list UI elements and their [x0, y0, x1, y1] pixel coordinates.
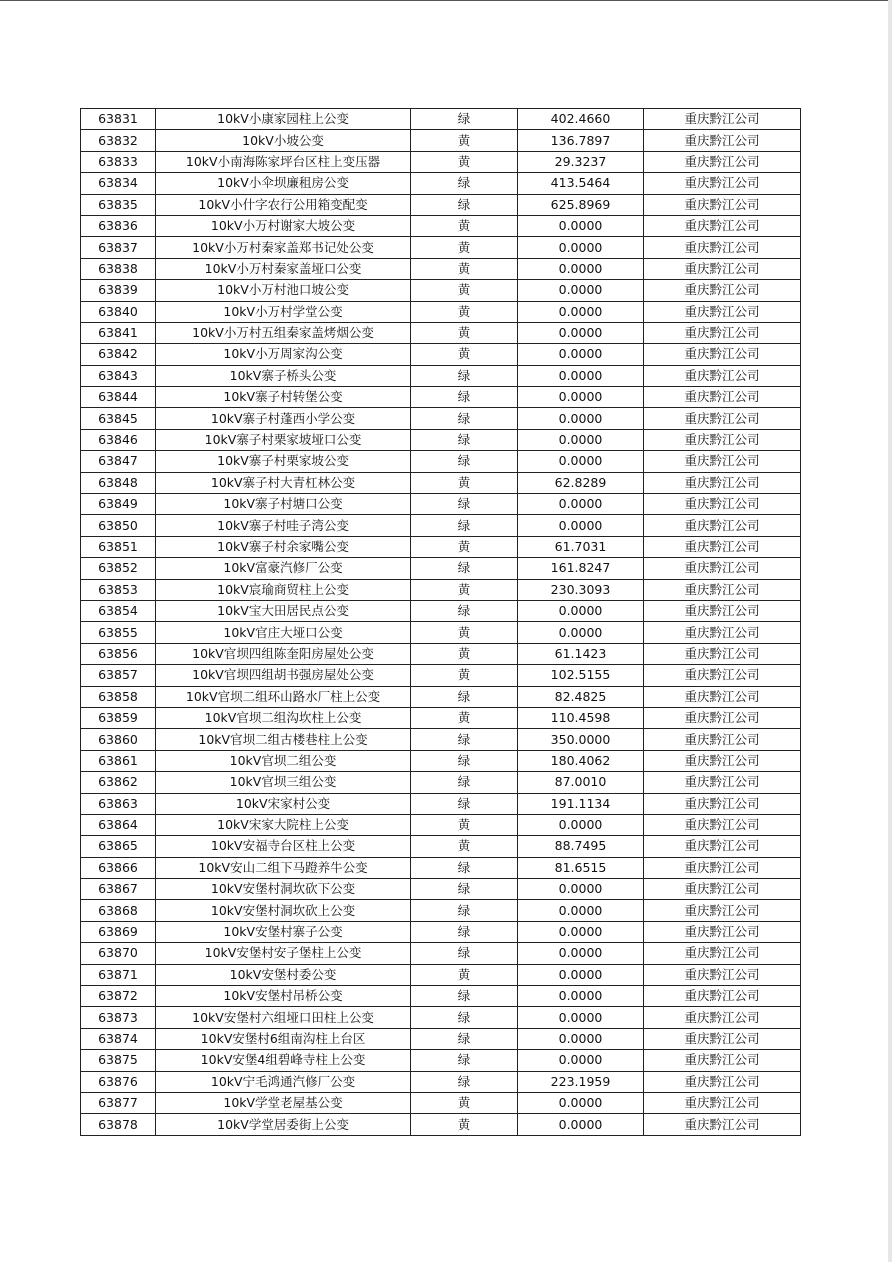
row-id-cell: 63844	[81, 387, 156, 408]
table-row	[81, 750, 801, 771]
table-row	[81, 579, 801, 600]
status-color-cell: 黄	[411, 665, 518, 686]
company-cell: 重庆黔江公司	[644, 643, 801, 664]
transformer-name-cell: 10kV安堡村寨子公变	[156, 921, 411, 942]
table-body	[81, 109, 801, 1136]
row-id-cell: 63866	[81, 857, 156, 878]
transformer-name-cell: 10kV寨子村栗家坡公变	[156, 451, 411, 472]
value-cell: 180.4062	[518, 750, 644, 771]
table-row	[81, 879, 801, 900]
company-cell: 重庆黔江公司	[644, 579, 801, 600]
table-row	[81, 429, 801, 450]
table-row	[81, 643, 801, 664]
value-cell: 0.0000	[518, 986, 644, 1007]
table-row	[81, 836, 801, 857]
transformer-name-cell: 10kV安福寺台区柱上公变	[156, 836, 411, 857]
value-cell: 625.8969	[518, 194, 644, 215]
company-cell: 重庆黔江公司	[644, 622, 801, 643]
value-cell: 88.7495	[518, 836, 644, 857]
transformer-name-cell: 10kV小万村谢家大坡公变	[156, 215, 411, 236]
row-id-cell: 63857	[81, 665, 156, 686]
company-cell: 重庆黔江公司	[644, 365, 801, 386]
value-cell: 0.0000	[518, 258, 644, 279]
table-row	[81, 194, 801, 215]
transformer-name-cell: 10kV寨子村栗家坡垭口公变	[156, 429, 411, 450]
transformer-name-cell: 10kV安堡4组碧峰寺柱上公变	[156, 1050, 411, 1071]
transformer-name-cell: 10kV安堡村安子堡柱上公变	[156, 943, 411, 964]
status-color-cell: 绿	[411, 879, 518, 900]
table-row	[81, 1028, 801, 1049]
status-color-cell: 绿	[411, 857, 518, 878]
status-color-cell: 黄	[411, 643, 518, 664]
transformer-table	[80, 108, 801, 1136]
value-cell: 0.0000	[518, 408, 644, 429]
company-cell: 重庆黔江公司	[644, 964, 801, 985]
company-cell: 重庆黔江公司	[644, 322, 801, 343]
transformer-name-cell: 10kV小什字农行公用箱变配变	[156, 194, 411, 215]
company-cell: 重庆黔江公司	[644, 986, 801, 1007]
table-row	[81, 857, 801, 878]
row-id-cell: 63850	[81, 515, 156, 536]
table-row	[81, 365, 801, 386]
status-color-cell: 黄	[411, 130, 518, 151]
page-right-edge	[888, 0, 892, 1262]
company-cell: 重庆黔江公司	[644, 857, 801, 878]
company-cell: 重庆黔江公司	[644, 215, 801, 236]
transformer-name-cell: 10kV小万村五组秦家盖烤烟公变	[156, 322, 411, 343]
value-cell: 230.3093	[518, 579, 644, 600]
company-cell: 重庆黔江公司	[644, 1092, 801, 1113]
value-cell: 350.0000	[518, 729, 644, 750]
table-row	[81, 964, 801, 985]
value-cell: 0.0000	[518, 237, 644, 258]
value-cell: 136.7897	[518, 130, 644, 151]
table-row	[81, 408, 801, 429]
table-row	[81, 237, 801, 258]
transformer-name-cell: 10kV学堂老屋基公变	[156, 1092, 411, 1113]
value-cell: 0.0000	[518, 1028, 644, 1049]
row-id-cell: 63840	[81, 301, 156, 322]
transformer-name-cell: 10kV安堡村洞坎砍上公变	[156, 900, 411, 921]
value-cell: 0.0000	[518, 280, 644, 301]
status-color-cell: 绿	[411, 750, 518, 771]
table-row	[81, 109, 801, 130]
transformer-name-cell: 10kV小万村学堂公变	[156, 301, 411, 322]
status-color-cell: 绿	[411, 793, 518, 814]
row-id-cell: 63873	[81, 1007, 156, 1028]
table-row	[81, 515, 801, 536]
company-cell: 重庆黔江公司	[644, 665, 801, 686]
status-color-cell: 绿	[411, 429, 518, 450]
transformer-name-cell: 10kV安堡村洞坎砍下公变	[156, 879, 411, 900]
value-cell: 413.5464	[518, 173, 644, 194]
value-cell: 87.0010	[518, 772, 644, 793]
status-color-cell: 绿	[411, 600, 518, 621]
status-color-cell: 绿	[411, 365, 518, 386]
table-row	[81, 451, 801, 472]
table-row	[81, 1114, 801, 1135]
company-cell: 重庆黔江公司	[644, 387, 801, 408]
row-id-cell: 63853	[81, 579, 156, 600]
transformer-name-cell: 10kV安堡村委公变	[156, 964, 411, 985]
row-id-cell: 63868	[81, 900, 156, 921]
company-cell: 重庆黔江公司	[644, 258, 801, 279]
transformer-name-cell: 10kV官坝二组公变	[156, 750, 411, 771]
row-id-cell: 63861	[81, 750, 156, 771]
company-cell: 重庆黔江公司	[644, 472, 801, 493]
status-color-cell: 绿	[411, 1007, 518, 1028]
transformer-name-cell: 10kV官坝四组陈奎阳房屋处公变	[156, 643, 411, 664]
table-row	[81, 215, 801, 236]
company-cell: 重庆黔江公司	[644, 280, 801, 301]
row-id-cell: 63860	[81, 729, 156, 750]
table-row	[81, 814, 801, 835]
transformer-name-cell: 10kV官庄大垭口公变	[156, 622, 411, 643]
table-row	[81, 600, 801, 621]
company-cell: 重庆黔江公司	[644, 707, 801, 728]
status-color-cell: 黄	[411, 472, 518, 493]
value-cell: 110.4598	[518, 707, 644, 728]
row-id-cell: 63865	[81, 836, 156, 857]
status-color-cell: 绿	[411, 1071, 518, 1092]
table-row	[81, 707, 801, 728]
transformer-name-cell: 10kV学堂居委街上公变	[156, 1114, 411, 1135]
value-cell: 82.4825	[518, 686, 644, 707]
value-cell: 102.5155	[518, 665, 644, 686]
transformer-name-cell: 10kV小康家园柱上公变	[156, 109, 411, 130]
company-cell: 重庆黔江公司	[644, 1028, 801, 1049]
table-row	[81, 344, 801, 365]
value-cell: 191.1134	[518, 793, 644, 814]
table-row	[81, 173, 801, 194]
row-id-cell: 63846	[81, 429, 156, 450]
status-color-cell: 黄	[411, 836, 518, 857]
status-color-cell: 黄	[411, 1114, 518, 1135]
row-id-cell: 63845	[81, 408, 156, 429]
status-color-cell: 绿	[411, 686, 518, 707]
transformer-name-cell: 10kV寨子村转堡公变	[156, 387, 411, 408]
status-color-cell: 绿	[411, 558, 518, 579]
status-color-cell: 黄	[411, 579, 518, 600]
company-cell: 重庆黔江公司	[644, 451, 801, 472]
company-cell: 重庆黔江公司	[644, 301, 801, 322]
table-row	[81, 665, 801, 686]
row-id-cell: 63864	[81, 814, 156, 835]
row-id-cell: 63877	[81, 1092, 156, 1113]
value-cell: 0.0000	[518, 943, 644, 964]
table-row	[81, 1007, 801, 1028]
row-id-cell: 63841	[81, 322, 156, 343]
row-id-cell: 63859	[81, 707, 156, 728]
transformer-name-cell: 10kV富豪汽修厂公变	[156, 558, 411, 579]
value-cell: 0.0000	[518, 879, 644, 900]
company-cell: 重庆黔江公司	[644, 750, 801, 771]
transformer-name-cell: 10kV宋家村公变	[156, 793, 411, 814]
row-id-cell: 63854	[81, 600, 156, 621]
status-color-cell: 黄	[411, 215, 518, 236]
transformer-name-cell: 10kV安堡村六组垭口田柱上公变	[156, 1007, 411, 1028]
value-cell: 0.0000	[518, 600, 644, 621]
value-cell: 0.0000	[518, 387, 644, 408]
transformer-name-cell: 10kV寨子桥头公变	[156, 365, 411, 386]
transformer-name-cell: 10kV官坝二组环山路水厂柱上公变	[156, 686, 411, 707]
value-cell: 62.8289	[518, 472, 644, 493]
value-cell: 0.0000	[518, 215, 644, 236]
transformer-name-cell: 10kV安堡村6组南沟柱上台区	[156, 1028, 411, 1049]
row-id-cell: 63832	[81, 130, 156, 151]
company-cell: 重庆黔江公司	[644, 429, 801, 450]
table-row	[81, 472, 801, 493]
transformer-name-cell: 10kV小万村秦家盖郑书记处公变	[156, 237, 411, 258]
value-cell: 81.6515	[518, 857, 644, 878]
table-row	[81, 900, 801, 921]
status-color-cell: 黄	[411, 258, 518, 279]
row-id-cell: 63863	[81, 793, 156, 814]
table-row	[81, 258, 801, 279]
transformer-name-cell: 10kV安山二组下马蹬养牛公变	[156, 857, 411, 878]
company-cell: 重庆黔江公司	[644, 173, 801, 194]
table-row	[81, 151, 801, 172]
company-cell: 重庆黔江公司	[644, 814, 801, 835]
company-cell: 重庆黔江公司	[644, 879, 801, 900]
row-id-cell: 63874	[81, 1028, 156, 1049]
company-cell: 重庆黔江公司	[644, 943, 801, 964]
status-color-cell: 绿	[411, 494, 518, 515]
table-row	[81, 130, 801, 151]
value-cell: 402.4660	[518, 109, 644, 130]
transformer-name-cell: 10kV官坝二组古楼巷柱上公变	[156, 729, 411, 750]
company-cell: 重庆黔江公司	[644, 344, 801, 365]
row-id-cell: 63837	[81, 237, 156, 258]
status-color-cell: 黄	[411, 622, 518, 643]
table-row	[81, 280, 801, 301]
company-cell: 重庆黔江公司	[644, 686, 801, 707]
status-color-cell: 绿	[411, 194, 518, 215]
value-cell: 0.0000	[518, 900, 644, 921]
row-id-cell: 63835	[81, 194, 156, 215]
row-id-cell: 63856	[81, 643, 156, 664]
row-id-cell: 63875	[81, 1050, 156, 1071]
table-row	[81, 1071, 801, 1092]
company-cell: 重庆黔江公司	[644, 836, 801, 857]
value-cell: 0.0000	[518, 365, 644, 386]
transformer-name-cell: 10kV官坝二组沟坎柱上公变	[156, 707, 411, 728]
status-color-cell: 黄	[411, 1092, 518, 1113]
row-id-cell: 63849	[81, 494, 156, 515]
transformer-name-cell: 10kV寨子村大青杠林公变	[156, 472, 411, 493]
transformer-name-cell: 10kV宸瑜商贸柱上公变	[156, 579, 411, 600]
row-id-cell: 63836	[81, 215, 156, 236]
table-row	[81, 686, 801, 707]
status-color-cell: 黄	[411, 301, 518, 322]
status-color-cell: 黄	[411, 814, 518, 835]
transformer-name-cell: 10kV寨子村余家嘴公变	[156, 536, 411, 557]
row-id-cell: 63847	[81, 451, 156, 472]
transformer-name-cell: 10kV寨子村哇子湾公变	[156, 515, 411, 536]
row-id-cell: 63876	[81, 1071, 156, 1092]
table-row	[81, 387, 801, 408]
status-color-cell: 绿	[411, 173, 518, 194]
company-cell: 重庆黔江公司	[644, 558, 801, 579]
status-color-cell: 绿	[411, 109, 518, 130]
row-id-cell: 63878	[81, 1114, 156, 1135]
value-cell: 0.0000	[518, 1007, 644, 1028]
table-row	[81, 622, 801, 643]
table-row	[81, 301, 801, 322]
company-cell: 重庆黔江公司	[644, 793, 801, 814]
row-id-cell: 63867	[81, 879, 156, 900]
value-cell: 0.0000	[518, 322, 644, 343]
status-color-cell: 黄	[411, 280, 518, 301]
status-color-cell: 绿	[411, 387, 518, 408]
status-color-cell: 黄	[411, 964, 518, 985]
value-cell: 0.0000	[518, 451, 644, 472]
table-row	[81, 986, 801, 1007]
row-id-cell: 63862	[81, 772, 156, 793]
value-cell: 0.0000	[518, 1050, 644, 1071]
transformer-name-cell: 10kV小万村池口坡公变	[156, 280, 411, 301]
row-id-cell: 63842	[81, 344, 156, 365]
page-top-border	[0, 0, 892, 1]
value-cell: 0.0000	[518, 494, 644, 515]
company-cell: 重庆黔江公司	[644, 130, 801, 151]
company-cell: 重庆黔江公司	[644, 900, 801, 921]
transformer-name-cell: 10kV官坝三组公变	[156, 772, 411, 793]
company-cell: 重庆黔江公司	[644, 1050, 801, 1071]
status-color-cell: 黄	[411, 151, 518, 172]
company-cell: 重庆黔江公司	[644, 151, 801, 172]
status-color-cell: 绿	[411, 943, 518, 964]
transformer-name-cell: 10kV小南海陈家坪台区柱上变压器	[156, 151, 411, 172]
transformer-name-cell: 10kV宝大田居民点公变	[156, 600, 411, 621]
row-id-cell: 63831	[81, 109, 156, 130]
transformer-name-cell: 10kV宋家大院柱上公变	[156, 814, 411, 835]
value-cell: 0.0000	[518, 429, 644, 450]
status-color-cell: 绿	[411, 408, 518, 429]
value-cell: 0.0000	[518, 344, 644, 365]
transformer-name-cell: 10kV小坡公变	[156, 130, 411, 151]
company-cell: 重庆黔江公司	[644, 109, 801, 130]
status-color-cell: 黄	[411, 344, 518, 365]
row-id-cell: 63833	[81, 151, 156, 172]
status-color-cell: 黄	[411, 237, 518, 258]
table-row	[81, 793, 801, 814]
company-cell: 重庆黔江公司	[644, 237, 801, 258]
transformer-name-cell: 10kV小伞坝廉租房公变	[156, 173, 411, 194]
transformer-name-cell: 10kV宁毛鸿通汽修厂公变	[156, 1071, 411, 1092]
company-cell: 重庆黔江公司	[644, 1071, 801, 1092]
status-color-cell: 绿	[411, 921, 518, 942]
table-row	[81, 729, 801, 750]
value-cell: 223.1959	[518, 1071, 644, 1092]
transformer-name-cell: 10kV安堡村吊桥公变	[156, 986, 411, 1007]
company-cell: 重庆黔江公司	[644, 729, 801, 750]
table-row	[81, 322, 801, 343]
row-id-cell: 63848	[81, 472, 156, 493]
value-cell: 161.8247	[518, 558, 644, 579]
company-cell: 重庆黔江公司	[644, 600, 801, 621]
company-cell: 重庆黔江公司	[644, 515, 801, 536]
row-id-cell: 63852	[81, 558, 156, 579]
status-color-cell: 黄	[411, 536, 518, 557]
value-cell: 0.0000	[518, 964, 644, 985]
row-id-cell: 63834	[81, 173, 156, 194]
company-cell: 重庆黔江公司	[644, 536, 801, 557]
transformer-name-cell: 10kV寨子村塘口公变	[156, 494, 411, 515]
status-color-cell: 绿	[411, 515, 518, 536]
table-row	[81, 1050, 801, 1071]
table-row	[81, 772, 801, 793]
transformer-name-cell: 10kV官坝四组胡书强房屋处公变	[156, 665, 411, 686]
transformer-name-cell: 10kV寨子村蓬西小学公变	[156, 408, 411, 429]
row-id-cell: 63869	[81, 921, 156, 942]
status-color-cell: 黄	[411, 707, 518, 728]
table-row	[81, 943, 801, 964]
value-cell: 0.0000	[518, 301, 644, 322]
company-cell: 重庆黔江公司	[644, 772, 801, 793]
row-id-cell: 63851	[81, 536, 156, 557]
table-row	[81, 1092, 801, 1113]
transformer-name-cell: 10kV小万村秦家盖垭口公变	[156, 258, 411, 279]
value-cell: 0.0000	[518, 921, 644, 942]
company-cell: 重庆黔江公司	[644, 921, 801, 942]
company-cell: 重庆黔江公司	[644, 1114, 801, 1135]
status-color-cell: 绿	[411, 451, 518, 472]
value-cell: 29.3237	[518, 151, 644, 172]
row-id-cell: 63858	[81, 686, 156, 707]
company-cell: 重庆黔江公司	[644, 1007, 801, 1028]
status-color-cell: 绿	[411, 772, 518, 793]
row-id-cell: 63839	[81, 280, 156, 301]
row-id-cell: 63870	[81, 943, 156, 964]
transformer-name-cell: 10kV小万周家沟公变	[156, 344, 411, 365]
value-cell: 61.1423	[518, 643, 644, 664]
value-cell: 0.0000	[518, 622, 644, 643]
row-id-cell: 63855	[81, 622, 156, 643]
table-row	[81, 536, 801, 557]
table-row	[81, 494, 801, 515]
status-color-cell: 绿	[411, 1050, 518, 1071]
company-cell: 重庆黔江公司	[644, 408, 801, 429]
status-color-cell: 绿	[411, 900, 518, 921]
value-cell: 0.0000	[518, 1092, 644, 1113]
status-color-cell: 黄	[411, 322, 518, 343]
status-color-cell: 绿	[411, 986, 518, 1007]
value-cell: 0.0000	[518, 814, 644, 835]
company-cell: 重庆黔江公司	[644, 494, 801, 515]
value-cell: 61.7031	[518, 536, 644, 557]
value-cell: 0.0000	[518, 1114, 644, 1135]
table-row	[81, 558, 801, 579]
row-id-cell: 63871	[81, 964, 156, 985]
status-color-cell: 绿	[411, 1028, 518, 1049]
row-id-cell: 63843	[81, 365, 156, 386]
status-color-cell: 绿	[411, 729, 518, 750]
company-cell: 重庆黔江公司	[644, 194, 801, 215]
row-id-cell: 63872	[81, 986, 156, 1007]
row-id-cell: 63838	[81, 258, 156, 279]
table-row	[81, 921, 801, 942]
value-cell: 0.0000	[518, 515, 644, 536]
